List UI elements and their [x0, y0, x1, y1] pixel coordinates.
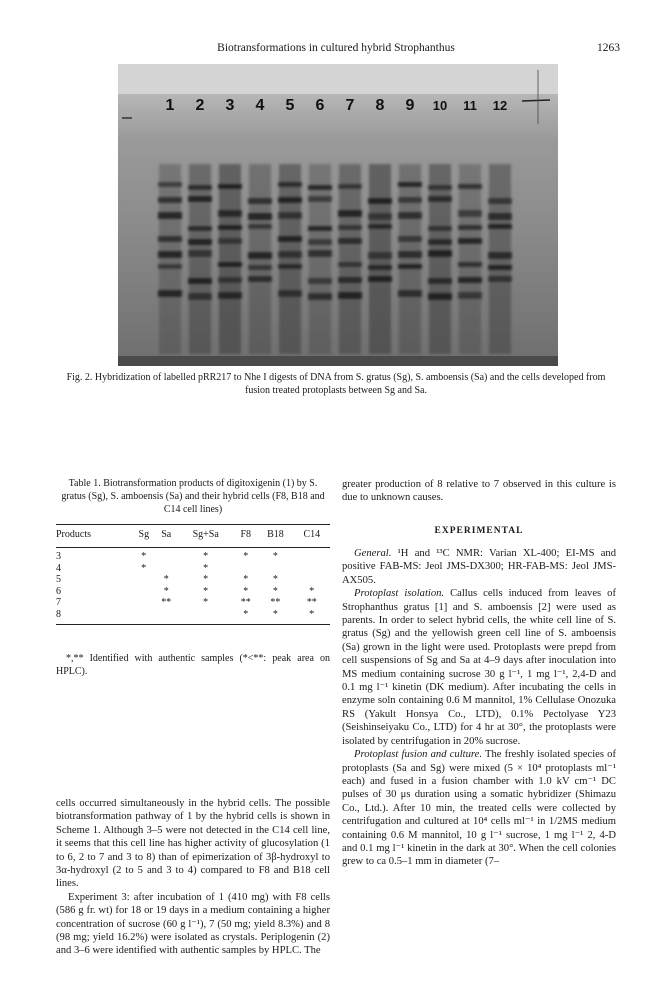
gel-band [278, 290, 302, 297]
gel-band [218, 238, 242, 244]
gel-band [308, 185, 332, 190]
page-number: 1263 [597, 42, 620, 54]
gel-lane [339, 164, 361, 354]
gel-band [308, 226, 332, 231]
gel-band [398, 197, 422, 203]
gel-blot-figure [118, 64, 558, 366]
table-cell: 5 [56, 574, 61, 585]
lane-label: 9 [405, 97, 415, 114]
table-cell: * [203, 551, 209, 562]
running-title: Biotransformations in cultured hybrid Strophanthus [217, 42, 455, 54]
lane-label: 4 [255, 97, 265, 114]
gel-lane [309, 164, 331, 354]
gel-band [458, 210, 482, 217]
gel-band [398, 264, 422, 269]
gel-band [428, 250, 452, 257]
gel-band [398, 236, 422, 242]
table-cell: ** [240, 597, 251, 608]
lane-label: 8 [375, 97, 385, 114]
table-cell [294, 548, 330, 563]
run-in-head: Protoplast isolation. [354, 588, 445, 600]
lane-label: 1 [165, 97, 175, 114]
table-cell: * [272, 551, 278, 562]
gel-band [398, 290, 422, 297]
gel-band [248, 213, 272, 220]
table-cell: * [163, 585, 169, 597]
table-caption: Table 1. Biotransformation products of digitoxigenin (1) by S. gratus (Sg), S. amboensis (Sa) and their hybrid cells (F8, B18 and C14 cell lines) [61, 478, 325, 515]
gel-band [158, 264, 182, 269]
gel-band [338, 225, 362, 230]
table-cell: * [203, 597, 209, 608]
table-cell: * [163, 574, 169, 585]
table-cell: * [257, 609, 293, 625]
table-cell: ** [161, 597, 172, 608]
gel-band [158, 197, 182, 203]
right-column-text [342, 547, 616, 869]
table-cell [234, 563, 257, 575]
table-cell: * [141, 551, 147, 562]
table-row [56, 548, 330, 563]
table-cell: * [203, 585, 209, 597]
gel-band [278, 236, 302, 242]
gel-band [368, 265, 392, 270]
gel-band [398, 212, 422, 219]
lane-label: 5 [285, 97, 295, 114]
gel-band [308, 278, 332, 284]
table-cell [132, 586, 155, 598]
gel-band [308, 196, 332, 202]
right-column-intro [342, 478, 616, 505]
gel-band [458, 277, 482, 283]
lane-label: 3 [225, 97, 235, 114]
table-row [56, 586, 330, 598]
gel-band [308, 293, 332, 300]
gel-band [158, 212, 182, 219]
gel-lane [219, 164, 241, 354]
paragraph [342, 587, 616, 748]
gel-band [338, 277, 362, 283]
gel-band [338, 238, 362, 244]
table-cell: * [141, 562, 147, 574]
gel-band [488, 213, 512, 220]
table-cell: 3 [56, 551, 61, 562]
table-footnote: *,** Identified with authentic samples (*<**: peak area on HPLC). [56, 653, 330, 677]
gel-band [428, 278, 452, 284]
column-header: F8 [234, 525, 257, 548]
table-cell [132, 597, 155, 609]
gel-band [338, 262, 362, 267]
gel-image [118, 64, 558, 366]
gel-band [308, 239, 332, 245]
paragraph-body: Callus cells induced from leaves of Strophanthus gratus [1] and S. amboensis [2] were used as parents. In order to select hybrid cells, the white cell line of S. gratus (Sg) and the yellowish green cell line of S. amboensis (Sa) grown in the light were used. Protoplasts were prepd from cell suspensions of Sg and Sa at 4–9 days after inoculation into MS medium containing sucrose 30 g l⁻¹, 1 mg l⁻¹, 2,4-D and 0.1 mg l⁻¹ kinetin (DK medium). After incubating the cells in enzyme soln containing 0.6 M mannitol, 1% Cellulase Onozuka RS (Yakult Honsya Co., LTD), 0.1% Pectolyase Y23 (Seishinseiyaku Co., LTD) for 4 hr at 30°, the protoplasts were isolated by centrifugation in 20% sucrose. [342, 588, 616, 747]
table-cell: * [243, 585, 249, 597]
lane-label: 12 [492, 98, 508, 113]
paragraph: greater production of 8 relative to 7 observed in this culture is due to unknown causes. [342, 479, 616, 504]
table-cell [177, 609, 234, 625]
gel-band [458, 292, 482, 299]
gel-band [428, 196, 452, 202]
run-in-head: Protoplast fusion and culture. [354, 749, 482, 761]
table-cell [155, 548, 177, 563]
gel-band [428, 226, 452, 231]
paragraph [342, 547, 616, 587]
gel-band [488, 276, 512, 282]
gel-band [158, 236, 182, 242]
table-cell: 8 [56, 609, 132, 625]
paragraph: Experiment 3: after incubation of 1 (410 mg) with F8 cells (586 g fr. wt) for 18 or 19 days in a medium containing a higher concentration of sucrose (60 g l⁻¹), 7 (50 mg; yield 8.3%) and 8 (98 mg; yield 16.2%) were isolated as crystals. Periplogenin (2) and 3–6 were identified with authentic samples by HPLC. The [56, 891, 330, 957]
gel-band [278, 197, 302, 203]
figure-caption: Fig. 2. Hybridization of labelled pRR217 to Nhe I digests of DNA from S. gratus (Sg), S. amboensis (Sa) and the cells developed from fusion treated protoplasts between Sg and Sa. [66, 372, 606, 396]
gel-band [188, 185, 212, 190]
gel-band [278, 264, 302, 269]
table-body [56, 548, 330, 625]
gel-band [218, 262, 242, 267]
gel-band [458, 225, 482, 230]
lane-label: 10 [432, 98, 448, 113]
gel-band [158, 182, 182, 187]
gel-band [338, 292, 362, 299]
table-cell: * [234, 609, 257, 625]
gel-band [158, 290, 182, 297]
gel-band [458, 262, 482, 267]
table-cell: * [309, 585, 315, 597]
table-cell [257, 563, 293, 575]
table-row [56, 563, 330, 575]
section-heading: EXPERIMENTAL [434, 526, 524, 536]
gel-lane [279, 164, 301, 354]
products-table [56, 524, 330, 625]
gel-band [278, 182, 302, 187]
gel-band [218, 210, 242, 217]
gel-band [368, 213, 392, 220]
gel-lane [159, 164, 181, 354]
paragraph-body: ¹H and ¹³C NMR: Varian XL-400; EI-MS and positive FAB-MS: Jeol JMS-DX300; HR-FAB-MS: Jeol JMS-AX505. [342, 548, 616, 586]
table-header-row [56, 525, 330, 548]
table-row [56, 574, 330, 586]
gel-band [218, 292, 242, 299]
left-column-text [56, 797, 330, 958]
gel-band [488, 265, 512, 270]
table-cell: * [272, 585, 278, 597]
gel-band [218, 225, 242, 230]
table-cell: 6 [56, 585, 61, 597]
gel-band [218, 184, 242, 189]
gel-band [158, 251, 182, 258]
column-header: Sa [155, 525, 177, 548]
gel-band [188, 250, 212, 257]
column-header: Products [56, 525, 132, 548]
gel-band [458, 184, 482, 189]
table-cell: * [243, 574, 249, 585]
gel-band [278, 212, 302, 219]
column-header: Sg+Sa [177, 525, 234, 548]
gel-band [218, 277, 242, 283]
table-cell: ** [270, 597, 281, 608]
run-in-head: General. [354, 548, 392, 559]
table-row [56, 609, 330, 625]
paragraph-body: The freshly isolated species of protoplasts (Sa and Sg) were mixed (5 × 10⁴ protoplasts ml⁻¹ each) and fused in a fusion chamber with 1.0 kV cm⁻¹ DC pulses of 30 μs duration using a somatic hybridizer (Shimazu Co., Ltd.). After 10 min, the treated cells were collected by centrifugation and cultured at 10⁴ cells ml⁻¹ in 1/2MS medium containing 0.6 M mannitol, 10 g l⁻¹ sucrose, 1 mg l⁻¹ 2, 4-D and 0.1 mg l⁻¹ kinetin in the dark at 30°. When the cell colonies grew to ca 0.5–1 mm in diameter (7– [342, 749, 616, 868]
gel-band [248, 265, 272, 270]
table-cell [132, 574, 155, 586]
gel-band [488, 224, 512, 229]
gel-band [488, 198, 512, 204]
table-cell [132, 609, 155, 625]
gel-band [338, 184, 362, 189]
gel-band [368, 252, 392, 259]
table-cell [155, 609, 177, 625]
table-cell: * [294, 609, 330, 625]
table-cell: * [243, 551, 249, 562]
gel-lane [459, 164, 481, 354]
lane-label: 7 [345, 97, 355, 114]
gel-band [188, 196, 212, 202]
gel-band [428, 293, 452, 300]
gel-band [308, 250, 332, 257]
gel-band [488, 252, 512, 259]
table-cell: * [203, 562, 209, 574]
gel-band [188, 278, 212, 284]
gel-band [458, 238, 482, 244]
table-cell [294, 574, 330, 586]
gel-band [248, 276, 272, 282]
page-header [0, 42, 672, 58]
gel-band [338, 210, 362, 217]
lane-label: 2 [195, 97, 205, 114]
paragraph: cells occurred simultaneously in the hybrid cells. The possible biotransformation pathway of 1 by the hybrid cells is shown in Scheme 1. Although 3–5 were not detected in the C14 cell line, it seems that this cell line has higher activity of glucosylation (1 to 6, 2 to 7 and 3 to 8) than of epimerization of 3β-hydroxyl to 3α-hydroxyl (2 to 5 and 3 to 4) compared to F8 and B18 cell lines. [56, 798, 330, 890]
table-cell: * [272, 574, 278, 585]
gel-lane [189, 164, 211, 354]
column-header: C14 [294, 525, 330, 548]
gel-band [188, 226, 212, 231]
column-header: B18 [257, 525, 293, 548]
gel-band [248, 198, 272, 204]
gel-band [428, 239, 452, 245]
gel-band [398, 182, 422, 187]
table-cell: ** [306, 597, 317, 608]
gel-band [278, 251, 302, 258]
gel-band [428, 185, 452, 190]
gel-band [248, 252, 272, 259]
table-row [56, 597, 330, 609]
table-cell: * [203, 574, 209, 585]
gel-lane [399, 164, 421, 354]
gel-band [188, 239, 212, 245]
table-cell: 7 [56, 597, 61, 608]
gel-lane [429, 164, 451, 354]
gel-band [398, 251, 422, 258]
gel-band [368, 198, 392, 204]
lane-label: 11 [463, 98, 477, 113]
lane-label: 6 [315, 97, 325, 114]
table-cell [155, 563, 177, 575]
table-cell [294, 563, 330, 575]
gel-band [368, 276, 392, 282]
gel-band [368, 224, 392, 229]
paragraph [342, 748, 616, 869]
gel-band [248, 224, 272, 229]
column-header: Sg [132, 525, 155, 548]
table-cell: 4 [56, 562, 61, 574]
gel-band [188, 293, 212, 300]
